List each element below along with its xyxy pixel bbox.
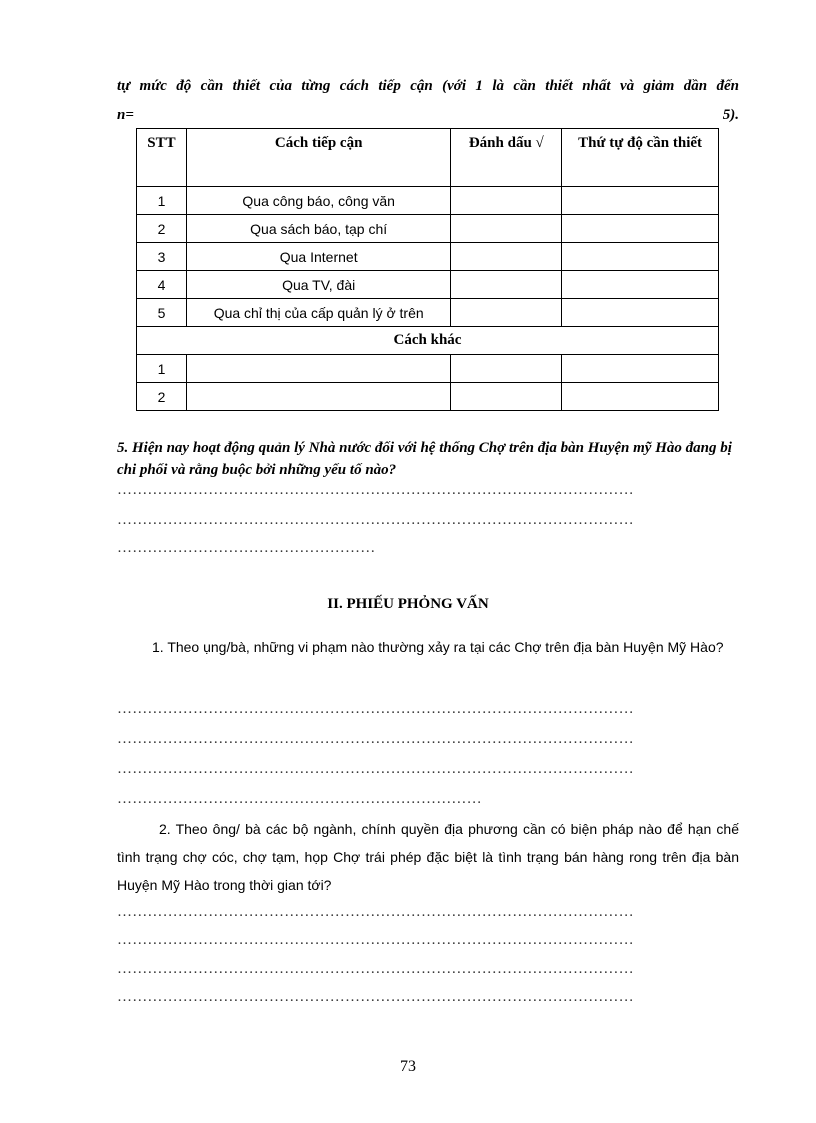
header-mark: Đánh dấu √ (451, 129, 562, 187)
table-row-other-header (137, 327, 719, 355)
cell-order[interactable] (562, 299, 719, 327)
cell-method[interactable] (186, 383, 450, 411)
cell-mark[interactable] (451, 187, 562, 215)
cell-method: Qua Internet (186, 243, 450, 271)
header-stt: STT (137, 129, 187, 187)
answer-line[interactable]: ………………………………………………………………………………………… (117, 961, 634, 977)
table-row (137, 187, 719, 215)
answer-line[interactable]: ………………………………………………………………………………………… (117, 989, 634, 1005)
interview-question-2: 2. Theo ông/ bà các bộ ngành, chính quyền địa phương cần có biện pháp nào để hạn chế tình trạng chợ cóc, chợ tạm, họp Chợ trái phép đặc biệt là tình trạng bán hàng rong trên địa bàn Huyện Mỹ Hào trong thời gian tới? (117, 821, 739, 893)
cell-stt: 1 (137, 355, 187, 383)
cell-order[interactable] (562, 243, 719, 271)
answer-line[interactable]: ………………………………………………………………………………………… (117, 482, 634, 498)
cell-order[interactable] (562, 355, 719, 383)
cell-stt: 4 (137, 271, 187, 299)
cell-stt: 1 (137, 187, 187, 215)
header-method: Cách tiếp cận (186, 129, 450, 187)
cell-order[interactable] (562, 383, 719, 411)
table-row (137, 271, 719, 299)
intro-line-2-left: n= (117, 107, 134, 123)
cell-stt: 3 (137, 243, 187, 271)
cell-order[interactable] (562, 215, 719, 243)
section-title: II. PHIẾU PHỎNG VẤN (327, 596, 489, 612)
intro-line-2-right: 5). (722, 107, 739, 123)
cell-stt: 2 (137, 383, 187, 411)
answer-line[interactable]: ………………………………………………………………………………………… (117, 701, 634, 717)
cell-method: Qua công báo, công văn (186, 187, 450, 215)
cell-mark[interactable] (451, 271, 562, 299)
cell-order[interactable] (562, 271, 719, 299)
table-row (137, 215, 719, 243)
cell-method: Qua TV, đài (186, 271, 450, 299)
intro-line-2 (117, 101, 739, 130)
cell-mark[interactable] (451, 355, 562, 383)
interview-question-1: 1. Theo ụng/bà, những vi phạm nào thường xảy ra tại các Chợ trên địa bàn Huyện Mỹ Hào? (152, 639, 724, 655)
cell-mark[interactable] (451, 243, 562, 271)
intro-line-1: tự mức độ cần thiết của từng cách tiếp cận (với 1 là cần thiết nhất và giảm dần đến (117, 78, 739, 94)
table-header-row (137, 129, 719, 187)
cell-mark[interactable] (451, 215, 562, 243)
answer-line[interactable]: ………………………………………………………………………………………… (117, 512, 634, 528)
cell-stt: 2 (137, 215, 187, 243)
cell-method[interactable] (186, 355, 450, 383)
table-row (137, 355, 719, 383)
cell-order[interactable] (562, 187, 719, 215)
approach-table (136, 128, 719, 411)
answer-line[interactable]: ……………………………………………………………… (117, 791, 482, 807)
table-row (137, 383, 719, 411)
cell-mark[interactable] (451, 383, 562, 411)
answer-line[interactable]: ………………………………………………………………………………………… (117, 731, 634, 747)
answer-line[interactable]: ………………………………………………………………………………………… (117, 761, 634, 777)
cell-method: Qua sách báo, tạp chí (186, 215, 450, 243)
answer-line[interactable]: ………………………………………………………………………………………… (117, 904, 634, 920)
answer-line[interactable]: ………………………………………………………………………………………… (117, 932, 634, 948)
cell-method: Qua chỉ thị của cấp quản lý ở trên (186, 299, 450, 327)
intro-text (117, 72, 739, 130)
cell-stt: 5 (137, 299, 187, 327)
table-row (137, 299, 719, 327)
table-row (137, 243, 719, 271)
header-order: Thứ tự độ cần thiết (562, 129, 719, 187)
page-number: 73 (400, 1058, 416, 1075)
other-label: Cách khác (137, 327, 719, 355)
question-5: 5. Hiện nay hoạt động quản lý Nhà nước đối với hệ thống Chợ trên địa bàn Huyện mỹ Hào đang bị chi phối và rằng buộc bởi những yếu tố nào? (117, 440, 732, 478)
answer-line[interactable]: …………………………………………… (117, 540, 376, 556)
cell-mark[interactable] (451, 299, 562, 327)
